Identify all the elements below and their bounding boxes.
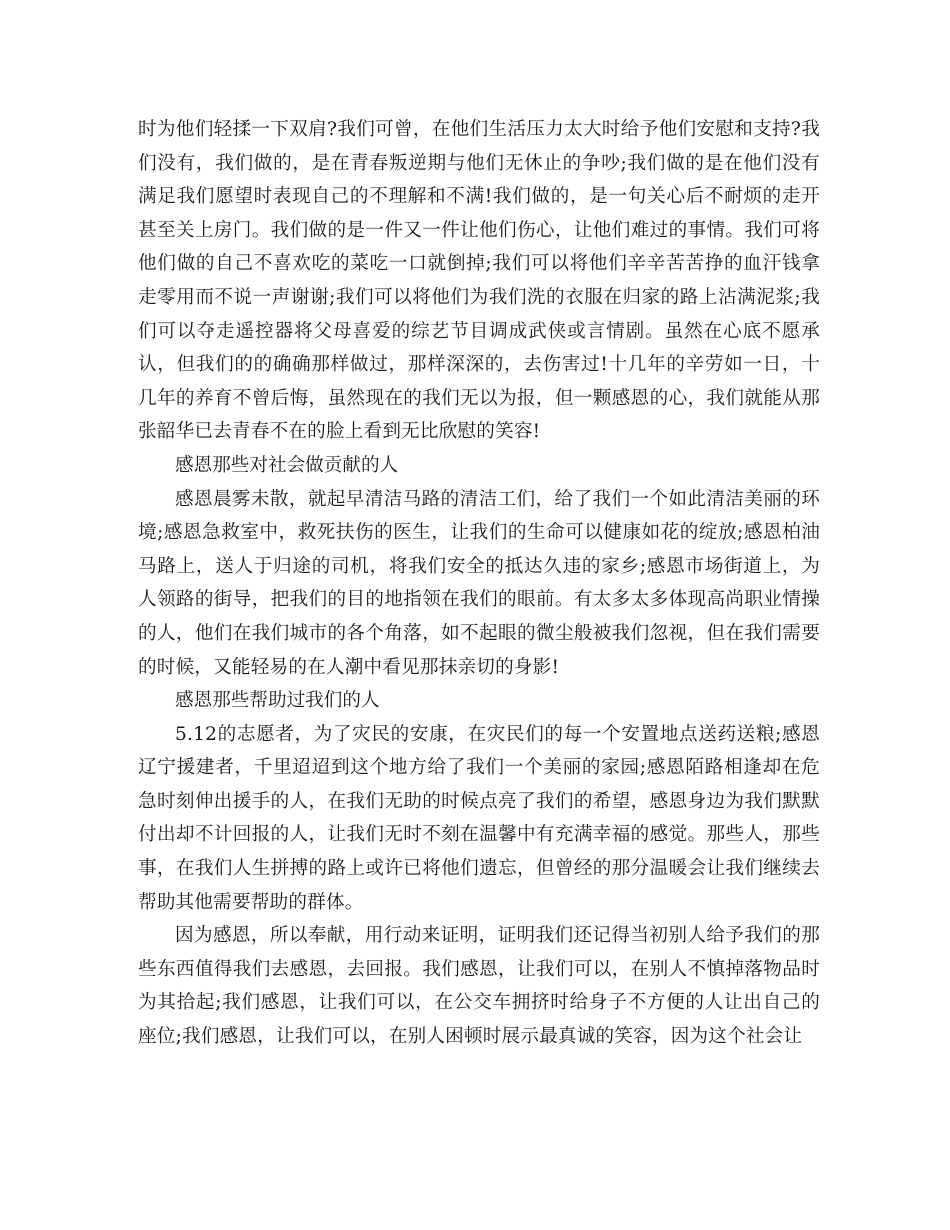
paragraph-dedication: 因为感恩，所以奉献，用行动来证明，证明我们还记得当初别人给予我们的那些东西值得我们去感恩，去回报。我们感恩，让我们可以，在别人不慎掉落物品时为其拾起;我们感恩，让我们可以，在公交车拥挤时给身子不方便的人让出自己的座位;我们感恩，让我们可以，在别人困顿时展示最真诚的笑容，因为这个社会让 — [138, 925, 820, 1048]
document-body — [138, 113, 820, 1054]
paragraph-society: 感恩晨雾未散，就起早清洁马路的清洁工们，给了我们一个如此清洁美丽的环境;感恩急救室中，救死扶伤的医生，让我们的生命可以健康如花的绽放;感恩柏油马路上，送人于归途的司机，将我们安全的抵达久违的家乡;感恩市场街道上，为人领路的街导，把我们的目的地指领在我们的眼前。有太多太多体现高尚职业情操的人，他们在我们城市的各个角落，如不起眼的微尘般被我们忽视，但在我们需要的时候，又能轻易的在人潮中看见那抹亲切的身影! — [138, 488, 820, 678]
paragraph-helpers: 5.12的志愿者，为了灾民的安康，在灾民们的每一个安置地点送药送粮;感恩辽宁援建者，千里迢迢到这个地方给了我们一个美丽的家园;感恩陌路相逢却在危急时刻伸出援手的人，在我们无助的时候点亮了我们的希望，感恩身边为我们默默付出却不计回报的人，让我们无时不刻在温馨中有充满幸福的感觉。那些人，那些事，在我们人生拼搏的路上或许已将他们遗忘，但曾经的那分温暖会让我们继续去帮助其他需要帮助的群体。 — [138, 723, 820, 913]
section-heading-helpers: 感恩那些帮助过我们的人 — [175, 690, 380, 712]
paragraph-parents: 时为他们轻揉一下双肩?我们可曾，在他们生活压力太大时给予他们安慰和支持?我们没有，我们做的，是在青春叛逆期与他们无休止的争吵;我们做的是在他们没有满足我们愿望时表现自己的不理解和不满!我们做的，是一句关心后不耐烦的走开甚至关上房门。我们做的是一件又一件让他们伤心，让他们难过的事情。我们可将他们做的自己不喜欢吃的菜吃一口就倒掉;我们可以将他们辛辛苦苦挣的血汗钱拿走零用而不说一声谢谢;我们可以将他们为我们洗的衣服在归家的路上沾满泥浆;我们可以夺走遥控器将父母喜爱的综艺节目调成武侠或言情剧。虽然在心底不愿承认，但我们的的确确那样做过，那样深深的，去伤害过!十几年的辛劳如一日，十几年的养育不曾后悔，虽然现在的我们无以为报，但一颗感恩的心，我们就能从那张韶华已去青春不在的脸上看到无比欣慰的笑容! — [138, 119, 820, 443]
section-heading-society: 感恩那些对社会做贡献的人 — [175, 454, 399, 476]
